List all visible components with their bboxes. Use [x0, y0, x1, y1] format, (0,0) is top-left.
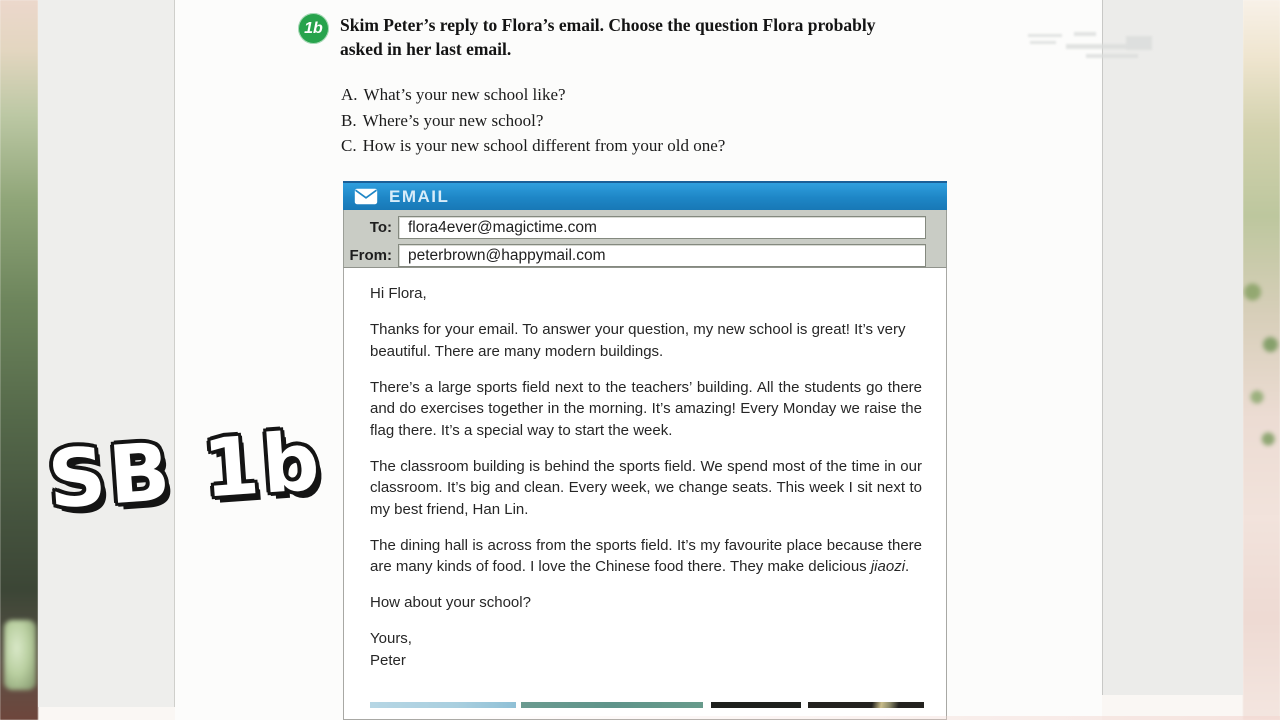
exercise-instruction [340, 13, 940, 61]
watermark [1028, 28, 1160, 60]
email-header-bar [343, 181, 947, 210]
option-b [341, 108, 725, 134]
background-photo-right [1243, 0, 1280, 720]
email-paragraph: Thanks for your email. To answer your question, my new school is great! It’s very beautiful. There are many modern buildings. [370, 321, 906, 360]
email-widget [343, 181, 947, 720]
paragraph-text: . [905, 558, 910, 575]
photo-strip-sky [370, 702, 516, 708]
photo-strip-row [343, 702, 947, 709]
email-paragraph [370, 535, 922, 578]
option-label: A. [341, 85, 358, 104]
envelope-icon [354, 188, 378, 205]
instruction-line: asked in her last email. [340, 39, 512, 59]
question-options [341, 82, 725, 159]
photo-strip-field [521, 702, 703, 708]
from-label: From: [349, 247, 392, 264]
page-margin-right [1102, 0, 1243, 695]
email-title: EMAIL [389, 186, 450, 206]
option-text: How is your new school different from your old one? [362, 136, 726, 155]
paragraph-text: The dining hall is across from the sports field. It’s my favourite place because there are many kinds of food. I love the Chinese food there. They make delicious [370, 536, 922, 575]
photo-strip-dark-2 [808, 702, 924, 708]
background-photo-left [0, 0, 38, 720]
to-row [344, 216, 946, 239]
email-paragraph: There’s a large sports field next to the teachers’ building. All the students go there and do exercises together in the morning. It’s amazing! Every Monday we raise the flag there. It’s a special way to start the week. [370, 378, 922, 439]
exercise-badge: 1b [298, 13, 329, 44]
italic-word: jiaozi [870, 558, 906, 575]
page-margin-left [38, 0, 175, 707]
option-label: C. [341, 136, 357, 155]
email-address-panel [343, 210, 947, 268]
email-question: How about your school? [370, 594, 531, 611]
option-a [341, 82, 725, 108]
from-input[interactable] [398, 244, 926, 267]
option-label: B. [341, 110, 357, 130]
option-text: What’s your new school like? [363, 85, 566, 104]
option-text: Where’s your new school? [362, 110, 544, 130]
signature: Peter [370, 651, 406, 669]
from-row [344, 244, 946, 267]
email-body [343, 268, 947, 720]
closing: Yours, [370, 630, 412, 647]
frame-bottom-tint [400, 716, 1280, 720]
textbook-page [175, 0, 1102, 720]
email-greeting: Hi Flora, [370, 285, 427, 302]
email-paragraph: The classroom building is behind the sports field. We spend most of the time in our classroom. It’s big and clean. Every week, we change seats. This week I sit next to my best friend, Han Lin. [370, 457, 922, 518]
email-signoff [370, 628, 922, 671]
plant-pot-blur [4, 620, 36, 690]
to-label: To: [369, 219, 392, 236]
hanging-plant-blur [1239, 250, 1280, 460]
instruction-line: Skim Peter’s reply to Flora’s email. Choose the question Flora probably [340, 15, 876, 35]
to-input[interactable] [398, 216, 926, 239]
photo-strip-dark-1 [711, 702, 801, 708]
sb-1b-sticker: SB 1b [45, 414, 326, 527]
option-c [341, 133, 725, 159]
